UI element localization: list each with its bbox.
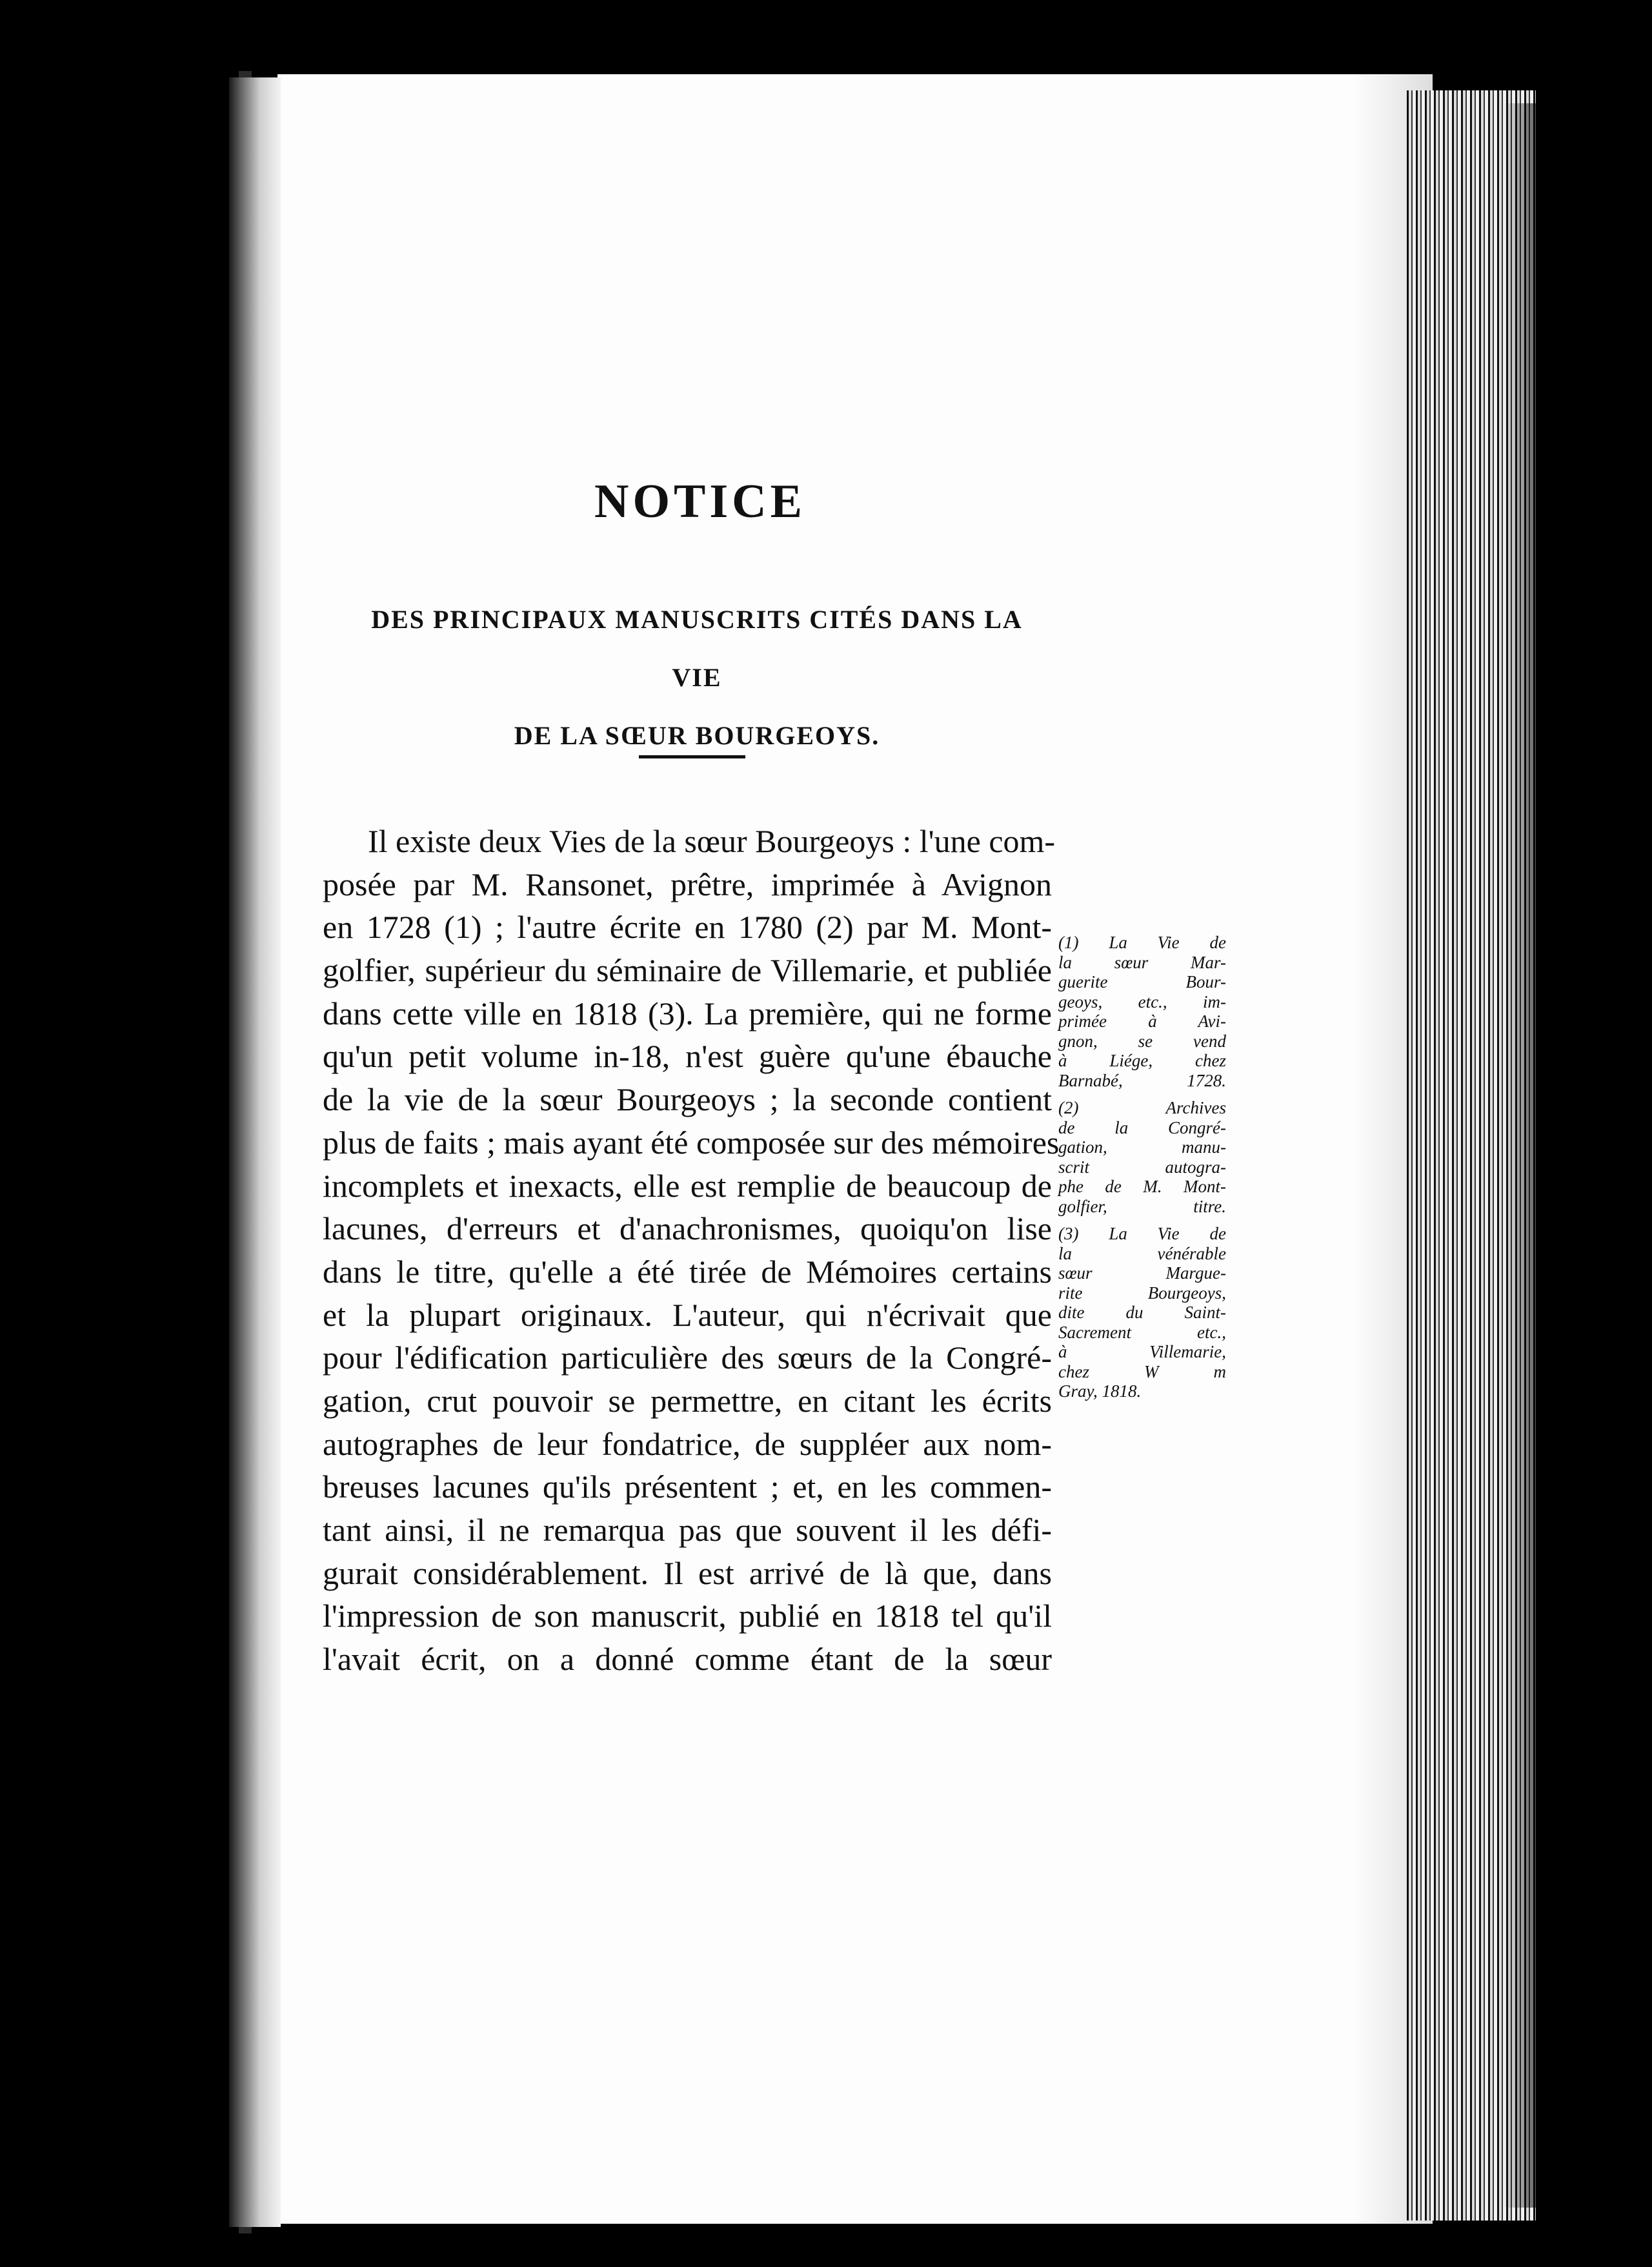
- margin-notes: [1058, 933, 1226, 1409]
- margin-note-2: [1058, 1098, 1226, 1216]
- body-line: pour l'édification particulière des sœurs de la Congré-: [323, 1339, 1052, 1376]
- note-line: golfier, titre.: [1058, 1196, 1226, 1216]
- note-line: sœur Margue-: [1058, 1263, 1226, 1283]
- body-line: et la plupart originaux. L'auteur, qui n'écrivait que: [323, 1296, 1052, 1333]
- body-line: lacunes, d'erreurs et d'anachronismes, quoiqu'on lise: [323, 1210, 1052, 1247]
- note-line: dite du Saint-: [1058, 1303, 1226, 1322]
- note-line: Sacrement etc.,: [1058, 1322, 1226, 1342]
- note-line: geoys, etc., im-: [1058, 991, 1226, 1012]
- note-line: gnon, se vend: [1058, 1031, 1226, 1051]
- body-line: gurait considérablement. Il est arrivé de là que, dans: [323, 1554, 1052, 1591]
- body-line: en 1728 (1) ; l'autre écrite en 1780 (2) par M. Mont-: [323, 909, 1052, 946]
- note-line: primée à Avi-: [1058, 1012, 1226, 1031]
- section-separator: [639, 755, 745, 758]
- note-line: à Villemarie,: [1058, 1342, 1226, 1361]
- body-line: de la vie de la sœur Bourgeoys ; la seconde contient: [323, 1081, 1052, 1118]
- note-line: (3) La Vie de: [1058, 1224, 1226, 1243]
- margin-note-3: [1058, 1224, 1226, 1401]
- note-line: la sœur Mar-: [1058, 952, 1226, 972]
- body-line: Il existe deux Vies de la sœur Bourgeoys : l'une com-: [368, 823, 1056, 859]
- body-line: l'impression de son manuscrit, publié en 1818 tel qu'il: [323, 1598, 1052, 1634]
- note-line: rite Bourgeoys,: [1058, 1283, 1226, 1303]
- note-line: (1) La Vie de: [1058, 933, 1226, 952]
- body-line: qu'un petit volume in-18, n'est guère qu'une ébauche: [323, 1038, 1052, 1075]
- page-subtitle: [348, 591, 1045, 765]
- body-line: breuses lacunes qu'ils présentent ; et, en les commen-: [323, 1469, 1052, 1505]
- body-line: tant ainsi, il ne remarqua pas que souvent il les défi-: [323, 1512, 1052, 1548]
- subtitle-line: DE LA SŒUR BOURGEOYS.: [514, 721, 880, 750]
- body-line: golfier, supérieur du séminaire de Villemarie, et publiée: [323, 952, 1052, 989]
- body-paragraph: [323, 820, 1060, 1681]
- fore-edge-shadow: [1504, 103, 1581, 2208]
- note-line: scrit autogra-: [1058, 1157, 1226, 1177]
- note-line: de la Congré-: [1058, 1117, 1226, 1137]
- body-line: plus de faits ; mais ayant été composée sur des mémoires: [323, 1124, 1060, 1161]
- body-line: posée par M. Ransonet, prêtre, imprimée à Avignon: [323, 866, 1052, 902]
- body-line: dans cette ville en 1818 (3). La première, qui ne forme: [323, 995, 1052, 1032]
- note-line: Gray, 1818.: [1058, 1381, 1142, 1401]
- margin-note-1: [1058, 933, 1226, 1090]
- note-line: à Liége, chez: [1058, 1051, 1226, 1070]
- body-line: incomplets et inexacts, elle est remplie de beaucoup de: [323, 1167, 1052, 1204]
- subtitle-line: DES PRINCIPAUX MANUSCRITS CITÉS DANS LA VIE: [371, 605, 1023, 692]
- note-line: guerite Bour-: [1058, 972, 1226, 991]
- note-line: la vénérable: [1058, 1243, 1226, 1263]
- page-title: NOTICE: [594, 475, 806, 528]
- body-line: l'avait écrit, on a donné comme étant de la sœur: [323, 1641, 1052, 1678]
- body-line: gation, crut pouvoir se permettre, en citant les écrits: [323, 1382, 1052, 1419]
- body-line: dans le titre, qu'elle a été tirée de Mémoires certains: [323, 1253, 1052, 1290]
- note-line: Barnabé, 1728.: [1058, 1070, 1226, 1090]
- note-line: (2) Archives: [1058, 1098, 1226, 1117]
- page-gutter-shadow: [229, 77, 281, 2227]
- note-line: gation, manu-: [1058, 1137, 1226, 1157]
- note-line: chez W m: [1058, 1361, 1226, 1381]
- note-line: phe de M. Mont-: [1058, 1177, 1226, 1196]
- body-line: autographes de leur fondatrice, de suppléer aux nom-: [323, 1425, 1052, 1462]
